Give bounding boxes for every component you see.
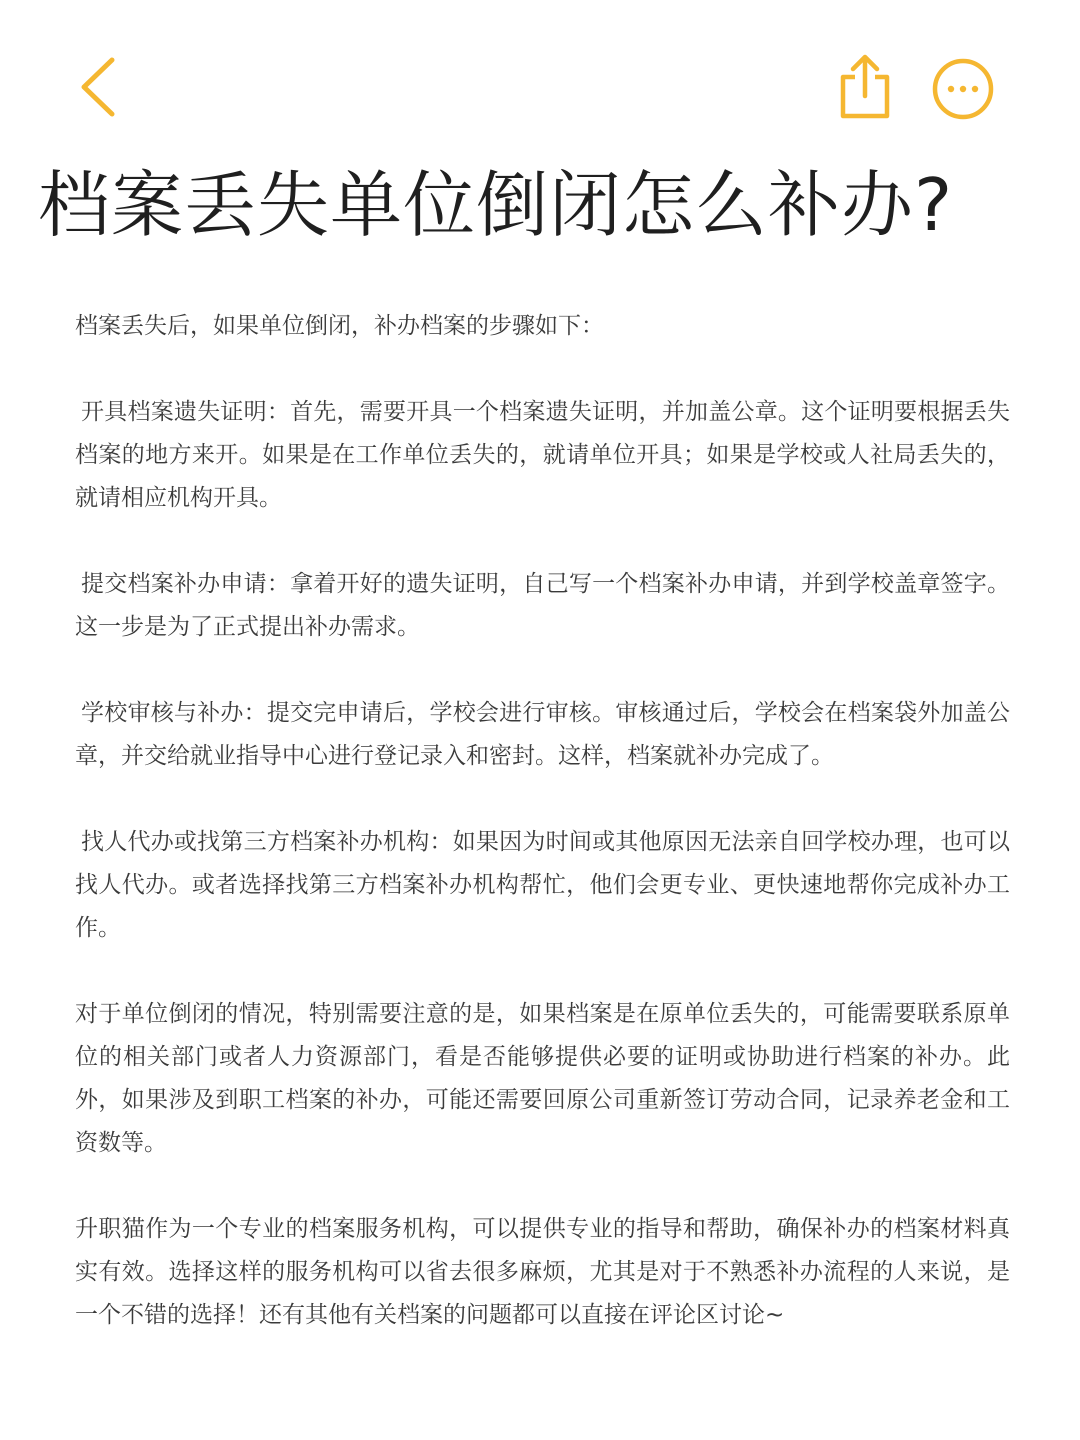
share-button[interactable] <box>832 52 898 122</box>
paragraph-note: 对于单位倒闭的情况，特别需要注意的是，如果档案是在原单位丢失的，可能需要联系原单位的相关部门或者人力资源部门，看是否能够提供必要的证明或协助进行档案的补办。此外，如果涉及到职工档案的补办，可能还需要回原公司重新签订劳动合同，记录养老金和工资数等。 <box>75 1001 1010 1156</box>
paragraph-step-agent: 找人代办或找第三方档案补办机构：如果因为时间或其他原因无法亲自回学校办理，也可以找人代办。或者选择找第三方档案补办机构帮忙，他们会更专业、更快速地帮你完成补办工作。 <box>75 829 1010 941</box>
more-icon <box>930 56 996 122</box>
chevron-left-icon <box>72 52 132 122</box>
share-icon <box>832 52 898 122</box>
paragraph-step-review: 学校审核与补办：提交完申请后，学校会进行审核。审核通过后，学校会在档案袋外加盖公章，并交给就业指导中心进行登记录入和密封。这样，档案就补办完成了。 <box>75 700 1010 769</box>
paragraph-step-certificate: 开具档案遗失证明：首先，需要开具一个档案遗失证明，并加盖公章。这个证明要根据丢失档案的地方来开。如果是在工作单位丢失的，就请单位开具；如果是学校或人社局丢失的，就请相应机构开具。 <box>75 399 1010 511</box>
paragraph-service: 升职猫作为一个专业的档案服务机构，可以提供专业的指导和帮助，确保补办的档案材料真实有效。选择这样的服务机构可以省去很多麻烦，尤其是对于不熟悉补办流程的人来说，是一个不错的选择！还有其他有关档案的问题都可以直接在评论区讨论~ <box>75 1216 1010 1328</box>
more-button[interactable] <box>930 56 996 122</box>
paragraph-step-application: 提交档案补办申请：拿着开好的遗失证明，自己写一个档案补办申请，并到学校盖章签字。这一步是为了正式提出补办需求。 <box>75 571 1010 640</box>
top-toolbar <box>0 0 1080 150</box>
article-body <box>75 305 1010 1380</box>
back-button[interactable] <box>72 52 132 122</box>
paragraph-intro: 档案丢失后，如果单位倒闭，补办档案的步骤如下： <box>75 313 604 339</box>
article-title: 档案丢失单位倒闭怎么补办? <box>38 163 954 247</box>
